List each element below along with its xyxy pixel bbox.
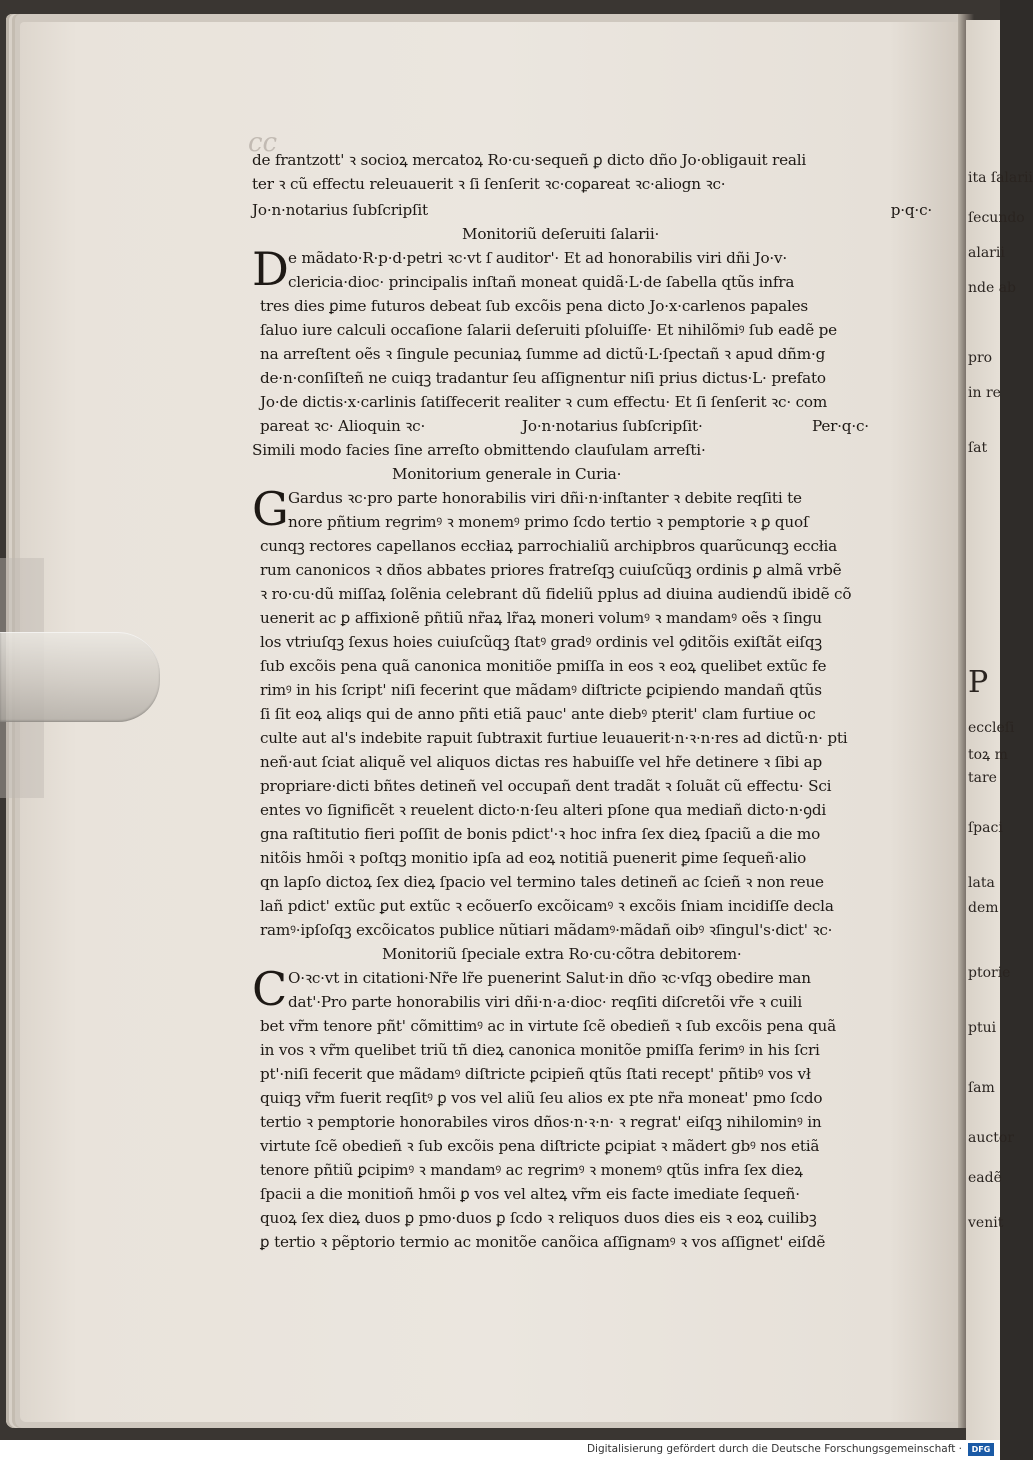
- next-page-fragment: ſecundo: [968, 210, 1025, 226]
- text-line: qn lapſo dictoꝝ ſex dieꝝ ſpacio vel termino tales detineñ ac ſcieñ ꝛ non reue: [260, 873, 824, 891]
- next-page-fragment: alarii: [968, 245, 1005, 261]
- next-page-fragment: ſpaci: [968, 820, 1003, 836]
- text-line: O·ꝛc·vt in citationi·Nr̃e lr̃e puenerint Salut·in dño ꝛc·vſqꝫ obedire man: [288, 969, 811, 987]
- next-page-fragment: toꝝ m: [968, 747, 1008, 763]
- text-line: bet vr̃m tenore pñt' cõmittimꝰ ac in virtute ſcẽ obedieñ ꝛ ſub excõis pena quã: [260, 1017, 836, 1035]
- text-line: tres dies ꝑime futuros debeat ſub excõis pena dicto Jo·x·carlenos papales: [260, 297, 809, 315]
- text-line: propriare·dicti bñtes detineñ vel occupañ dent tradãt ꝛ ſoluãt cũ effectu· Sci: [260, 777, 832, 795]
- next-page-fragment: eccleſi: [968, 720, 1015, 736]
- text-line: nitõis hmõi ꝛ poſtqꝫ monitio ipſa ad eoꝝ notitiã puenerit ꝑime ſequeñ·alio: [260, 849, 807, 867]
- text-line: nore pñtium regrimꝰ ꝛ monemꝰ primo ſcdo tertio ꝛ pemptorie ꝛ ꝑ quoſ: [288, 513, 809, 531]
- page-clamp: [0, 632, 160, 722]
- next-page-fragment: lata: [968, 875, 995, 891]
- text-line: ſi ſit eoꝝ aliqs qui de anno pñti etiã pauc' ante diebꝰ pterit' clam furtiue oc: [260, 705, 816, 723]
- section-heading: Monitoriũ deſeruiti ſalarii·: [462, 225, 660, 243]
- text-line: entes vo ſignificẽt ꝛ reuelent dicto·n·ſeu alteri pſone qua mediañ dicto·n·ꝯdi: [260, 801, 827, 819]
- dfg-logo: DFG: [968, 1443, 994, 1456]
- next-page-fragment: P: [968, 665, 989, 700]
- text-line: Simili modo facies ſine arreſto obmittendo clauſulam arreſti·: [252, 441, 706, 459]
- drop-cap: C: [252, 962, 287, 1016]
- text-line: Jo·n·notarius ſubſcripſit: [252, 201, 428, 219]
- text-line: gna raſtitutio fieri poſſit de bonis pdict'·ꝛ hoc infra ſex dieꝝ ſpaciũ a die mo: [260, 825, 821, 843]
- text-line: uenerit ac ꝑ affixionẽ pñtiũ nr̃aꝝ lr̃aꝝ moneri volumꝰ ꝛ mandamꝰ oẽs ꝛ ſingu: [260, 609, 822, 627]
- text-line: quoꝝ ſex dieꝝ duos ꝑ pmo·duos ꝑ ſcdo ꝛ reliquos duos dies eis ꝛ eoꝝ cuilibꝫ: [260, 1209, 817, 1227]
- text-line: de·n·conſiſteñ ne cuiqꝫ tradantur ſeu aſſignentur niſi prius dictus·L· prefato: [260, 369, 826, 387]
- text-line: ſpacii a die monitioñ hmõi ꝑ vos vel alteꝝ vr̃m eis facte imediate ſequeñ·: [260, 1185, 800, 1203]
- section-heading: Monitorium generale in Curia·: [392, 465, 622, 483]
- next-page-edge: [966, 20, 1033, 1440]
- text-line: Per·q·c·: [812, 417, 869, 435]
- next-page-fragment: in re: [968, 385, 1001, 401]
- text-line: Gardus ꝛc·pro parte honorabilis viri dñi·n·inſtanter ꝛ debite reqſiti te: [288, 489, 802, 507]
- text-line: pt'·niſi fecerit que mãdamꝰ diſtricte ꝑcipieñ qtũs ſtati recept' pñtibꝰ vos vł: [260, 1065, 811, 1083]
- text-line: pareat ꝛc· Alioquin ꝛc·: [260, 417, 426, 435]
- text-line: ꝛ ro·cu·dũ miſſaꝝ ſolẽnia celebrant dũ fideliũ pplus ad diuina audiendũ ibidẽ cõ: [260, 585, 852, 603]
- text-line: tenore pñtiũ ꝑcipimꝰ ꝛ mandamꝰ ac regrimꝰ ꝛ monemꝰ qtũs infra ſex dieꝝ: [260, 1161, 803, 1179]
- next-page-fragment: ptui: [968, 1020, 997, 1036]
- text-line: rimꝰ in his ſcript' niſi fecerint que mãdamꝰ diſtricte ꝑcipiendo mandañ qtũs: [260, 681, 822, 699]
- drop-cap: G: [252, 482, 289, 536]
- text-line: cunqꝫ rectores capellanos eccłiaꝝ parrochialiũ archipbros quarũcunqꝫ eccłia: [260, 537, 837, 555]
- funding-credit: Digitalisierung gefördert durch die Deutsche Forschungsgemeinschaft ·: [586, 1443, 962, 1455]
- faded-folio-mark: cc: [248, 128, 278, 158]
- text-line: in vos ꝛ vr̃m quelibet triũ tñ dieꝝ canonica monitõe pmiſſa ferimꝰ in his ſcri: [260, 1041, 820, 1059]
- text-line: los vtriuſqꝫ ſexus hoies cuiuſcũqꝫ ſtatꝰ gradꝰ ordinis vel ꝯditõis exiſtãt eiſqꝫ: [260, 633, 822, 651]
- text-line: e mãdato·R·p·d·petri ꝛc·vt ſ auditor'· Et ad honorabilis viri dñi Jo·v·: [288, 249, 788, 267]
- next-page-fragment: venit: [968, 1215, 1004, 1231]
- next-page-fragment: ita ſalarii: [968, 170, 1033, 186]
- drop-cap: D: [252, 242, 289, 296]
- text-line: neñ·aut ſciat aliquẽ vel aliquos dictas res habuiſſe vel hr̃e detinere ꝛ ſibi ap: [260, 753, 822, 771]
- text-line: Jo·de dictis·x·carlinis ſatiſfecerit realiter ꝛ cum effectu· Et ſi ſenſerit ꝛc· com: [260, 393, 828, 411]
- text-line: clericia·dioc· principalis inſtañ moneat quidã·L·de ſabella qtũs infra: [288, 273, 795, 291]
- text-line: rum canonicos ꝛ dños abbates priores fratreſqꝫ cuiuſcũqꝫ ordinis ꝑ almã vrbẽ: [260, 561, 842, 579]
- next-page-fragment: ptorie: [968, 965, 1011, 981]
- next-page-fragment: nde ab: [968, 280, 1017, 296]
- text-line: na arreſtent oẽs ꝛ ſingule pecuniaꝝ ſumme ad dictũ·L·ſpectañ ꝛ apud dñm·g: [260, 345, 826, 363]
- text-line: culte aut al's indebite rapuit ſubtraxit furtiue leuauerit·n·ꝛ·n·res ad dictũ·n· pti: [260, 729, 848, 747]
- text-line: ſaluo iure calculi occaſione ſalarii deſeruiti pſoluiſſe· Et nihilõmiꝰ ſub eadẽ pe: [260, 321, 837, 339]
- text-line: quiqꝫ vr̃m fuerit reqſitꝰ ꝑ vos vel aliũ ſeu alios ex pte nr̃a moneat' pmo ſcdo: [260, 1089, 823, 1107]
- next-page-fragment: ſat: [968, 440, 988, 456]
- next-page-fragment: eadẽ: [968, 1170, 1002, 1186]
- text-line: tertio ꝛ pemptorie honorabiles viros dños·n·ꝛ·n· ꝛ regrat' eiſqꝫ nihilominꝰ in: [260, 1113, 822, 1131]
- next-page-fragment: auctor: [968, 1130, 1014, 1146]
- text-line: de frantzott' ꝛ socioꝝ mercatoꝝ Ro·cu·sequeñ ꝑ dicto dño Jo·obligauit reali: [252, 151, 807, 169]
- next-page-fragment: tare: [968, 770, 997, 786]
- next-page-fragment: ſam: [968, 1080, 995, 1096]
- text-line: lañ pdict' extũc ꝑut extũc ꝛ ecõuerſo excõicamꝰ ꝛ excõis ſniam incidiſſe decla: [260, 897, 834, 915]
- next-page-fragment: dem: [968, 900, 999, 916]
- section-heading: Monitoriũ ſpeciale extra Ro·cu·cõtra debitorem·: [382, 945, 742, 963]
- text-line: virtute ſcẽ obedieñ ꝛ ſub excõis pena diſtricte ꝑcipiat ꝛ mãdert gbꝰ nos etiã: [260, 1137, 820, 1155]
- text-line: p·q·c·: [890, 201, 932, 219]
- text-line: dat'·Pro parte honorabilis viri dñi·n·a·dioc· reqſiti diſcretõi vr̃e ꝛ cuili: [288, 993, 802, 1011]
- next-page-fragment: pro: [968, 350, 993, 366]
- text-line: ꝑ tertio ꝛ pẽptorio termio ac monitõe canõica aſſignamꝰ ꝛ vos aſſignet' eiſdẽ: [260, 1233, 826, 1251]
- text-line: ſub excõis pena quã canonica monitiõe pmiſſa in eos ꝛ eoꝝ quelibet extũc fe: [260, 657, 827, 675]
- text-line: ter ꝛ cũ effectu releuauerit ꝛ ſi ſenſerit ꝛc·coꝑareat ꝛc·aliogn ꝛc·: [252, 175, 726, 193]
- text-line: ramꝰ·ipſoſqꝫ excõicatos publice nũtiari mãdamꝰ·mãdañ oibꝰ ꝛſingul's·dict' ꝛc·: [260, 921, 833, 939]
- footer-bar: [0, 1440, 1000, 1460]
- text-line: Jo·n·notarius ſubſcripſit·: [522, 417, 703, 435]
